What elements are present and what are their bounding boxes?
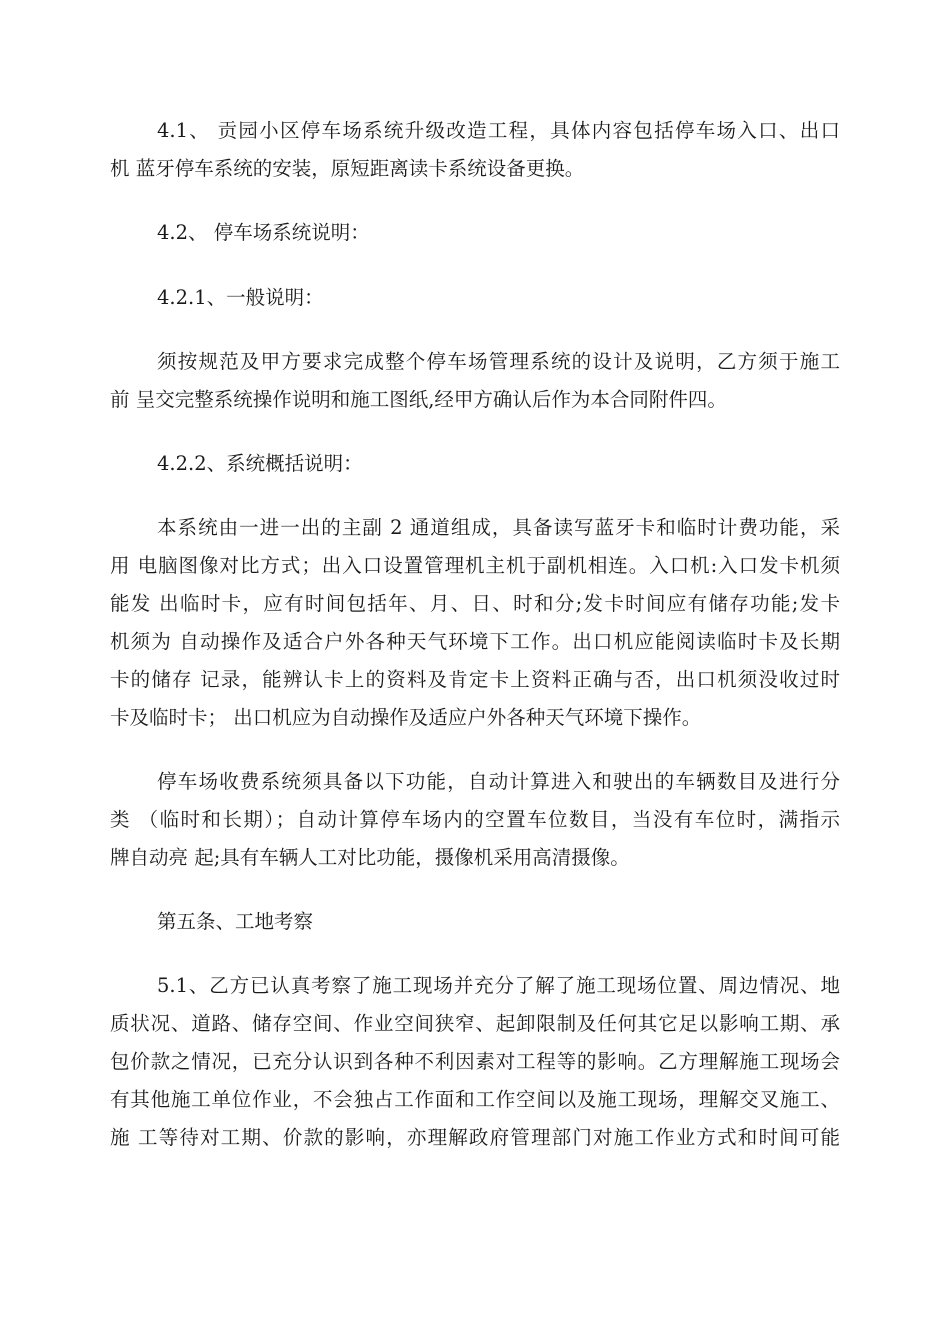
clause-4-1-line-2: 机 蓝牙停车系统的安装，原短距离读卡系统设备更换。 [110, 157, 585, 180]
system-overview-line-4: 机须为 自动操作及适合户外各种天气环境下工作。出口机应能阅读临时卡及长期 [110, 630, 840, 653]
clause-5-1-line-5: 施 工等待对工期、价款的影响，亦理解政府管理部门对施工作业方式和时间可能 [110, 1126, 840, 1149]
fee-system-line-3: 牌自动亮 起;具有车辆人工对比功能，摄像机采用高清摄像。 [110, 846, 630, 869]
clause-5-1-line-3: 包价款之情况，已充分认识到各种不利因素对工程等的影响。乙方理解施工现场会 [110, 1050, 840, 1073]
article-5-heading: 第五条、工地考察 [157, 910, 314, 933]
system-overview-line-1: 本系统由一进一出的主副 2 通道组成，具备读写蓝牙卡和临时计费功能，采 [157, 516, 840, 539]
general-description-line-2: 前 呈交完整系统操作说明和施工图纸,经甲方确认后作为本合同附件四。 [110, 388, 727, 411]
general-description-line-1: 须按规范及甲方要求完成整个停车场管理系统的设计及说明，乙方须于施工 [157, 350, 840, 373]
system-overview-line-5: 卡的储存 记录，能辨认卡上的资料及肯定卡上资料正确与否，出口机须没收过时 [110, 668, 840, 691]
system-overview-line-6: 卡及临时卡； 出口机应为自动操作及适应户外各种天气环境下操作。 [110, 706, 702, 729]
system-overview-line-2: 用 电脑图像对比方式；出入口设置管理机主机于副机相连。入口机:入口发卡机须 [110, 554, 840, 577]
fee-system-line-1: 停车场收费系统须具备以下功能，自动计算进入和驶出的车辆数目及进行分 [157, 770, 840, 793]
clause-5-1-line-1: 5.1、乙方已认真考察了施工现场并充分了解了施工现场位置、周边情况、地 [157, 974, 840, 997]
system-overview-line-3: 能发 出临时卡，应有时间包括年、月、日、时和分;发卡时间应有储存功能;发卡 [110, 592, 840, 615]
fee-system-line-2: 类 （临时和长期）；自动计算停车场内的空置车位数目，当没有车位时，满指示 [110, 808, 840, 831]
clause-5-1-line-4: 有其他施工单位作业，不会独占工作面和工作空间以及施工现场，理解交叉施工、 [110, 1088, 840, 1111]
clause-5-1-line-2: 质状况、道路、储存空间、作业空间狭窄、起卸限制及任何其它足以影响工期、承 [110, 1012, 840, 1035]
clause-4-2-2-heading: 4.2.2、系统概括说明： [157, 452, 363, 475]
clause-4-2-heading: 4.2、 停车场系统说明： [157, 221, 370, 244]
clause-4-2-1-heading: 4.2.1、一般说明： [157, 286, 324, 309]
clause-4-1-line-1: 4.1、 贡园小区停车场系统升级改造工程，具体内容包括停车场入口、出口 [157, 119, 840, 142]
